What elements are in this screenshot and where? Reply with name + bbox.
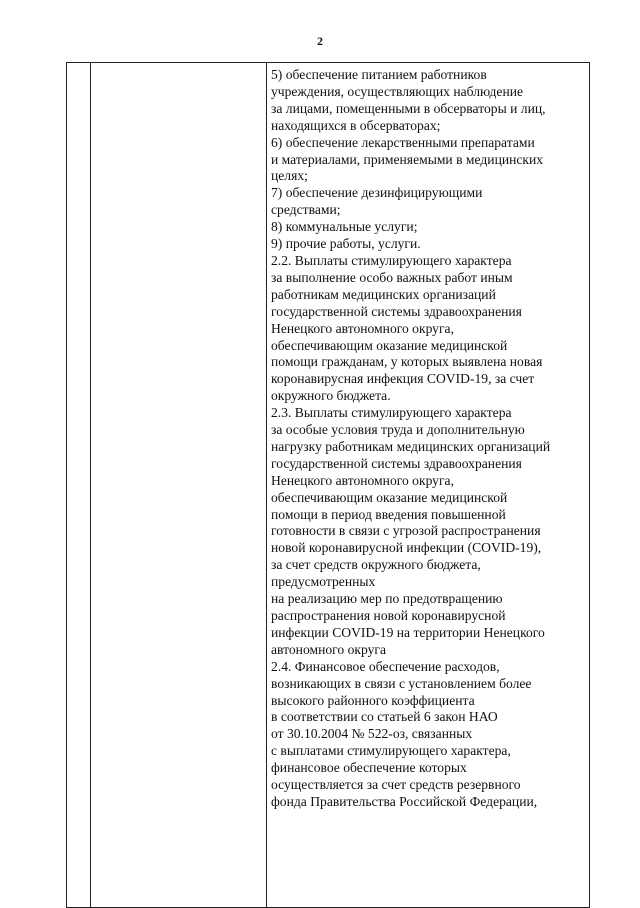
text-line: целях; (271, 168, 308, 184)
text-line: финансовое обеспечение которых (271, 760, 467, 776)
text-line: с выплатами стимулирующего характера, (271, 743, 511, 759)
text-line: 2.2. Выплаты стимулирующего характера (271, 252, 512, 268)
text-line: за лицами, помещенными в обсерваторы и лиц, (271, 100, 546, 116)
text-line: и материалами, применяемыми в медицинских (271, 151, 544, 167)
text-line: в соответствии со статьей 6 закон НАО (271, 709, 498, 725)
text-line: 5) обеспечение питанием работников (271, 67, 487, 82)
text-line: за особые условия труда и дополнительную (271, 422, 525, 438)
text-line: помощи в период введения повышенной (271, 506, 506, 522)
text-line: новой коронавирусной инфекции (COVID-19), (271, 540, 542, 556)
table-cell-right-text (271, 67, 583, 811)
text-line: 2.3. Выплаты стимулирующего характера (271, 405, 512, 421)
text-line: обеспечивающим оказание медицинской (271, 489, 508, 505)
text-line: находящихся в обсерваторах; (271, 117, 441, 133)
text-line: государственной системы здравоохранения (271, 303, 522, 319)
text-line: помощи гражданам, у которых выявлена новая (271, 354, 543, 370)
text-line: высокого районного коэффициента (271, 692, 475, 708)
text-line: готовности в связи с угрозой распространения (271, 523, 541, 539)
text-line: 6) обеспечение лекарственными препаратами (271, 134, 535, 150)
text-line: распространения новой коронавирусной (271, 608, 506, 623)
text-line: за выполнение особо важных работ иным (271, 269, 513, 285)
text-line: осуществляется за счет средств резервного (271, 777, 521, 793)
table-column-divider-2 (266, 63, 267, 907)
text-line: 2.4. Финансовое обеспечение расходов, (271, 658, 500, 674)
text-line: 9) прочие работы, услуги. (271, 236, 421, 252)
text-line: автономного округа (271, 641, 387, 657)
text-line: Ненецкого автономного округа, (271, 320, 454, 336)
text-line: предусмотренных (271, 574, 376, 590)
text-line: окружного бюджета. (271, 388, 391, 404)
text-line: коронавирусная инфекция COVID-19, за счет (271, 371, 535, 387)
text-line: 7) обеспечение дезинфицирующими (271, 185, 483, 201)
text-line: за счет средств окружного бюджета, (271, 557, 481, 573)
text-line: фонда Правительства Российской Федерации, (271, 793, 538, 809)
text-line: работникам медицинских организаций (271, 286, 496, 302)
text-line: инфекции COVID-19 на территории Ненецкого (271, 624, 545, 640)
document-table (66, 62, 590, 908)
text-line: возникающих в связи с установлением более (271, 675, 532, 691)
text-line: учреждения, осуществляющих наблюдение (271, 83, 524, 99)
text-line: государственной системы здравоохранения (271, 455, 522, 471)
text-line: на реализацию мер по предотвращению (271, 591, 503, 607)
page-number: 2 (317, 34, 323, 48)
text-line: от 30.10.2004 № 522-оз, связанных (271, 726, 473, 742)
text-line: нагрузку работникам медицинских организаций (271, 438, 551, 454)
text-line: 8) коммунальные услуги; (271, 219, 418, 235)
text-line: обеспечивающим оказание медицинской (271, 337, 508, 353)
text-line: средствами; (271, 202, 341, 218)
text-line: Ненецкого автономного округа, (271, 472, 454, 488)
table-column-divider-1 (90, 63, 91, 907)
